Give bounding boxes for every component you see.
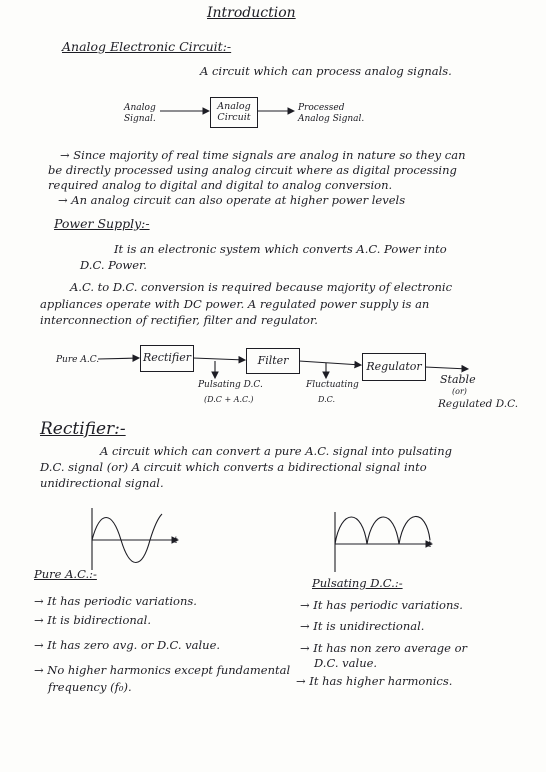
analog-para2: → An analog circuit can also operate at higher power levels [58,193,406,207]
analog-circuit-label: Analog Circuit [217,101,251,123]
ac-point-1: → It has periodic variations. [34,594,197,608]
analog-para1-line1: → Since majority of real time signals are analog in nature so they can [60,148,466,162]
filter-to-regulator-arrow [299,361,361,365]
ac-point-2: → It is bidirectional. [34,613,151,627]
analog-definition: A circuit which can process analog signals. [200,64,452,78]
page-title: Introduction [207,5,296,21]
dc-point-1: → It has periodic variations. [300,598,463,612]
rectifier-def-line3: unidirectional signal. [40,476,164,490]
analog-input-label: Analog Signal. [124,103,156,124]
power-supply-heading: Power Supply:- [54,216,150,231]
dc-point-3: → It has non zero average or [300,641,468,655]
ac-to-rectifier-arrow [98,358,139,359]
or-label: (or) [452,387,467,396]
stable-label: Stable [440,373,476,386]
power-supply-def-line1: It is an electronic system which converts A.C. Power into [114,242,447,256]
pulsating-dc-heading: Pulsating D.C.:- [312,576,403,590]
dc-point-2: → It is unidirectional. [300,619,425,633]
dc-graph-axis-t: t [428,540,432,550]
fluctuating-sub-label: D.C. [318,395,336,404]
ac-point-3: → It has zero avg. or D.C. value. [34,638,221,652]
filter-box-label: Filter [257,353,289,367]
ac-point-4: → No higher harmonics except fundamental [34,663,291,677]
pulsating-dc-label: Pulsating D.C. [198,380,263,390]
regulator-box-label: Regulator [366,359,422,373]
power-supply-para-line1: A.C. to D.C. conversion is required because majority of electronic [70,280,453,294]
rectifier-def-line1: A circuit which can convert a pure A.C. signal into pulsating [100,444,453,458]
ac-graph-axis-t: t [174,536,178,546]
analog-para1-line3: required analog to digital and digital to analog conversion. [48,178,393,192]
dc-point-4: → It has higher harmonics. [296,674,453,688]
fluctuating-label: Fluctuating [306,380,359,390]
pure-ac-heading: Pure A.C.:- [34,567,97,581]
regulated-dc-label: Regulated D.C. [438,398,519,410]
pure-ac-input-label: Pure A.C. [56,355,100,365]
pulsating-dc-sub-label: (D.C + A.C.) [204,395,254,404]
pulsating-dc-wave [335,516,430,544]
dc-point-3-cont: D.C. value. [314,656,378,670]
rectifier-heading: Rectifier:- [40,419,126,439]
power-supply-def-line2: D.C. Power. [80,258,147,272]
analog-heading: Analog Electronic Circuit:- [62,39,232,54]
power-supply-para-line3: interconnection of rectifier, filter and regulator. [40,313,318,327]
rectifier-def-line2: D.C. signal (or) A circuit which converts a bidirectional signal into [40,460,427,474]
power-supply-para-line2: appliances operate with DC power. A regulated power supply is an [40,297,430,311]
ac-sine-wave [92,514,162,563]
rectifier-box-label: Rectifier [143,351,191,365]
rectifier-to-filter-arrow [193,358,245,360]
analog-para1-line2: be directly processed using analog circuit where as digital processing [48,163,457,177]
regulator-output-arrow [425,367,468,369]
analog-output-label: Processed Analog Signal. [298,103,365,124]
ac-point-4-cont: frequency (f₀). [48,680,132,694]
